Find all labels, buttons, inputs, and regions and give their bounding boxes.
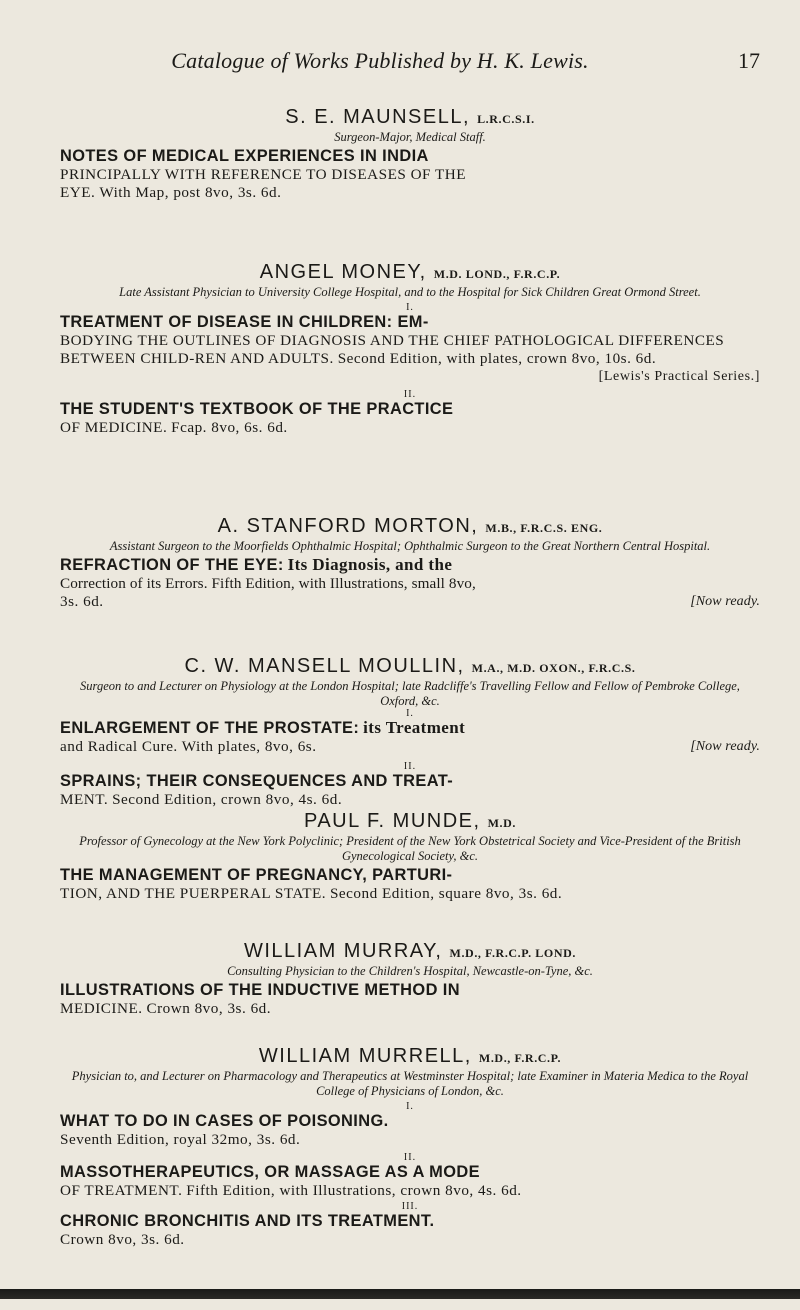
work-details: Fifth Edition, with Illustrations, crown 8vo, 4s. 6d. [186, 1182, 522, 1199]
author-name: WILLIAM MURRELL, M.D., F.R.C.P. [258, 1045, 562, 1067]
work-details: Second Edition, crown 8vo, 4s. 6d. [112, 791, 343, 808]
work-continuation: TION, AND THE PUERPERAL STATE. [60, 885, 327, 902]
work-continuation: MEDICINE. [60, 1000, 143, 1017]
work-details: Crown 8vo, 3s. 6d. [60, 1231, 185, 1248]
work-item [60, 981, 760, 1018]
series-note: [Lewis's Practical Series.] [598, 369, 760, 384]
author-name: S. E. MAUNSELL, L.R.C.S.I. [285, 106, 535, 128]
author-degrees: M.A., M.D. OXON., F.R.C.S. [471, 661, 636, 675]
work-title: THE MANAGEMENT OF PREGNANCY, PARTURI- [60, 866, 453, 884]
work-item [60, 556, 760, 611]
entry-morton [60, 515, 760, 611]
author-degrees: M.D., F.R.C.P. [478, 1051, 562, 1065]
author-bio: Assistant Surgeon to the Moorfields Ophthalmic Hospital; Ophthalmic Surgeon to the Great Northern Central Hospital. [109, 539, 711, 553]
author-name: WILLIAM MURRAY, M.D., F.R.C.P. LOND. [244, 940, 576, 962]
work-continuation: Correction of its Errors. Fifth Edition, with Illustrations, small 8vo, [60, 575, 476, 592]
entry-murray [60, 940, 760, 1018]
running-header [60, 44, 760, 84]
author-bio: Surgeon to and Lecturer on Physiology at the London Hospital; late Radcliffe's Travelling Fellow and Fellow of Pembroke College, Oxford, &c. [80, 679, 740, 708]
publication-status: [Now ready. [690, 739, 760, 754]
work-numeral: II. [403, 761, 417, 772]
author-degrees: M.D. [487, 816, 517, 830]
author-name: PAUL F. MUNDE, M.D. [303, 810, 517, 832]
work-item [60, 1112, 760, 1149]
work-continuation: and Radical Cure. With plates, 8vo, 6s. [60, 738, 317, 755]
work-title: ILLUSTRATIONS OF THE INDUCTIVE METHOD IN [60, 981, 460, 999]
work-numeral: III. [401, 1201, 419, 1212]
publication-status: [Now ready. [690, 594, 760, 609]
work-subtitle: its Treatment [363, 718, 466, 737]
entry-moullin [60, 655, 760, 809]
work-item [60, 1212, 760, 1249]
work-continuation: PRINCIPALLY WITH REFERENCE TO DISEASES OF THE [60, 166, 467, 183]
author-degrees: M.D. LOND., F.R.C.P. [433, 267, 561, 281]
work-item [60, 772, 760, 809]
work-details: 3s. 6d. [60, 593, 104, 610]
work-continuation: BODYING THE OUTLINES OF DIAGNOSIS AND THE CHIEF PATHOLOGICAL DIFFERENCES BETWEEN CHILD-REN AND ADULTS. [60, 332, 725, 367]
work-continuation: OF MEDICINE. [60, 419, 168, 436]
work-details: EYE. With Map, post 8vo, 3s. 6d. [60, 184, 282, 201]
author-degrees: M.B., F.R.C.S. ENG. [485, 521, 603, 535]
author-bio: Late Assistant Physician to University College Hospital, and to the Hospital for Sick Children Great Ormond Street. [119, 285, 701, 299]
author-bio: Physician to, and Lecturer on Pharmacology and Therapeutics at Westminster Hospital; late Examiner in Materia Medica to the Royal College of Physicians of London, &c. [71, 1069, 749, 1098]
author-name: A. STANFORD MORTON, M.B., F.R.C.S. ENG. [217, 515, 603, 537]
work-title: MASSOTHERAPEUTICS, OR MASSAGE AS A MODE [60, 1163, 480, 1181]
work-numeral: I. [406, 708, 414, 719]
work-details: Fcap. 8vo, 6s. 6d. [171, 419, 288, 436]
author-bio: Consulting Physician to the Children's Hospital, Newcastle-on-Tyne, &c. [227, 964, 593, 978]
work-numeral: II. [403, 1152, 417, 1163]
work-details: Second Edition, with plates, crown 8vo, 10s. 6d. [337, 350, 657, 367]
work-numeral: II. [403, 389, 417, 400]
work-title: WHAT TO DO IN CASES OF POISONING. [60, 1112, 389, 1130]
work-title: SPRAINS; THEIR CONSEQUENCES AND TREAT- [60, 772, 454, 790]
running-title: Catalogue of Works Published by H. K. Lewis. [171, 48, 589, 73]
author-name: ANGEL MONEY, M.D. LOND., F.R.C.P. [259, 261, 561, 283]
author-bio: Professor of Gynecology at the New York Polyclinic; President of the New York Obstetrical Society and Vice-President of the British Gynecological Society, &c. [79, 834, 741, 863]
author-bio: Surgeon-Major, Medical Staff. [334, 130, 486, 144]
work-continuation: OF TREATMENT. [60, 1182, 183, 1199]
work-subtitle: Its Diagnosis, and the [287, 555, 453, 574]
work-details: Crown 8vo, 3s. 6d. [146, 1000, 272, 1017]
entry-maunsell [60, 106, 760, 202]
work-title: THE STUDENT'S TEXTBOOK OF THE PRACTICE [60, 400, 454, 418]
entry-money [60, 261, 760, 437]
work-numeral: I. [406, 1101, 414, 1112]
page-number: 17 [738, 48, 760, 73]
work-title: NOTES OF MEDICAL EXPERIENCES IN INDIA [60, 147, 429, 165]
work-title: ENLARGEMENT OF THE PROSTATE: [60, 719, 360, 737]
entry-munde [60, 810, 760, 903]
work-item [60, 147, 760, 202]
work-item [60, 719, 760, 756]
work-item [60, 313, 760, 384]
work-item [60, 400, 760, 437]
work-item [60, 866, 760, 903]
work-continuation: MENT. [60, 791, 109, 808]
work-title: CHRONIC BRONCHITIS AND ITS TREATMENT. [60, 1212, 435, 1230]
work-title: REFRACTION OF THE EYE: [60, 556, 284, 574]
author-degrees: M.D., F.R.C.P. LOND. [449, 946, 576, 960]
author-name: C. W. MANSELL MOULLIN, M.A., M.D. OXON., F.R.C.S. [184, 655, 636, 677]
work-item [60, 1163, 760, 1200]
work-details: Second Edition, square 8vo, 3s. 6d. [329, 885, 563, 902]
work-numeral: I. [406, 302, 414, 313]
work-title: TREATMENT OF DISEASE IN CHILDREN: EM- [60, 313, 429, 331]
entry-murrell [60, 1045, 760, 1249]
bottom-border-rule [0, 1289, 800, 1299]
work-details: Seventh Edition, royal 32mo, 3s. 6d. [60, 1131, 301, 1148]
author-degrees: L.R.C.S.I. [477, 112, 535, 126]
